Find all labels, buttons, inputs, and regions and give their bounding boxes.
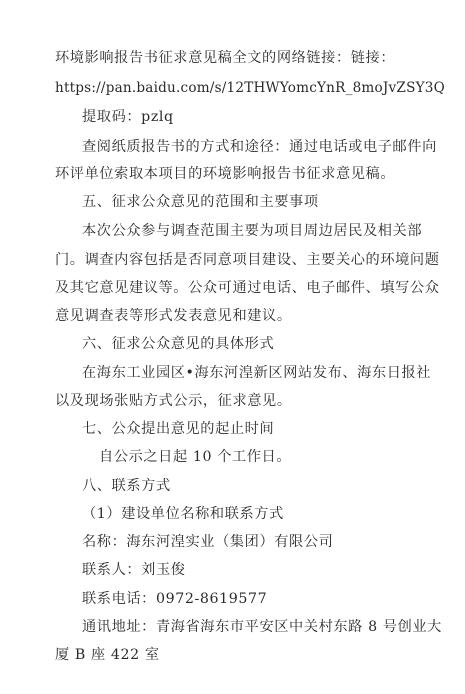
text-line: 联系电话：0972-8619577 [82, 591, 268, 607]
section-heading: 七、公众提出意见的起止时间 [82, 421, 275, 437]
text-line: 意见调查表等形式发表意见和建议。 [55, 308, 292, 324]
text-line: 门。调查内容包括是否同意项目建设、主要关心的环境问题 [55, 252, 440, 268]
section-heading: 五、征求公众意见的范围和主要事项 [82, 194, 319, 210]
text-line: 提取码：pzlq [82, 109, 174, 125]
text-line: 名称：海东河湟实业（集团）有限公司 [82, 534, 334, 550]
section-heading: 八、联系方式 [82, 478, 171, 494]
text-line: 联系人：刘玉俊 [82, 562, 186, 578]
text-line: 通讯地址：青海省海东市平安区中关村东路 8 号创业大 [82, 619, 442, 635]
section-heading: 六、征求公众意见的具体形式 [82, 336, 275, 352]
text-line: 在海东工业园区•海东河湟新区网站发布、海东日报社 [82, 365, 432, 381]
text-line: 厦 B 座 422 室 [55, 647, 160, 663]
text-line: 环评单位索取本项目的环境影响报告书征求意见稿。 [55, 166, 396, 182]
network-link[interactable]: https://pan.baidu.com/s/12THWYomcYnR_8moJvZSY3Q [55, 80, 445, 96]
text-line: 环境影响报告书征求意见稿全文的网络链接：链接： [55, 50, 396, 66]
text-line: 查阅纸质报告书的方式和途径：通过电话或电子邮件向 [82, 139, 437, 155]
text-line: 自公示之日起 10 个工作日。 [99, 449, 292, 465]
text-line: 本次公众参与调查范围主要为项目周边居民及相关部 [82, 223, 423, 239]
text-line: 及其它意见建议等。公众可通过电话、电子邮件、填写公众 [55, 280, 440, 296]
text-line: 以及现场张贴方式公示，征求意见。 [55, 393, 292, 409]
sub-heading: （1）建设单位名称和联系方式 [82, 506, 284, 522]
